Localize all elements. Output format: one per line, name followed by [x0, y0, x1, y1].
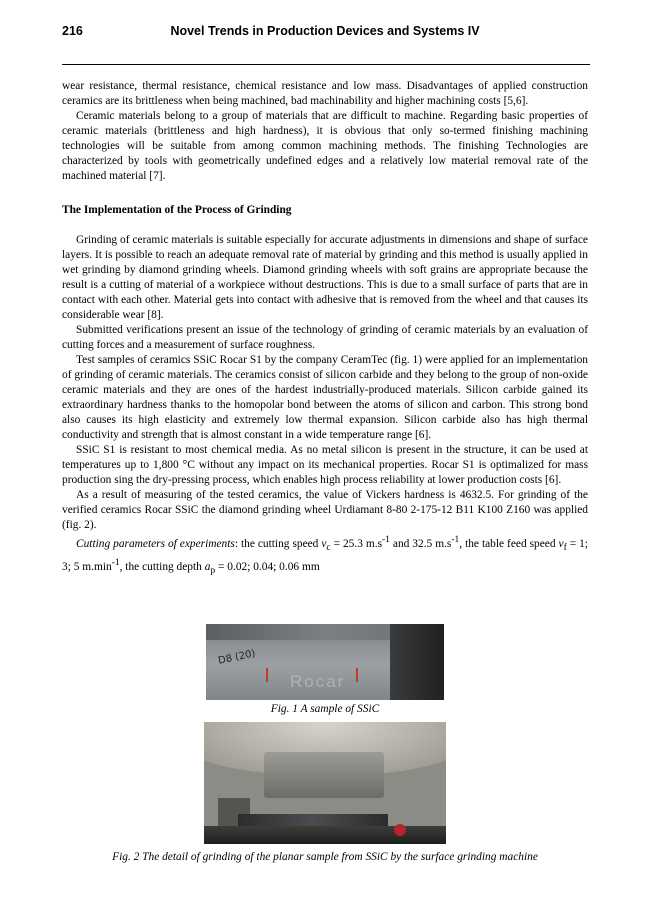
- superscript: -1: [451, 535, 460, 545]
- red-mark: [266, 668, 268, 682]
- superscript: -1: [382, 535, 390, 545]
- paragraph: Ceramic materials belong to a group of materials that are difficult to machine. Regarding basic properties of ceramic materials (brittleness and high hardness), it is obvious that only so-termed finishing machining technologies will be suitable from among common machining methods. The finishing Technologies are characterized by tools with geometrically undefined edges and a relatively low material removal rate of the machined material [7].: [62, 110, 588, 182]
- text-run: , the cutting depth: [119, 560, 205, 573]
- cutting-parameters-label: Cutting parameters of experiments: [76, 537, 235, 550]
- body-text: [62, 79, 588, 579]
- figure-1-caption: Fig. 1 A sample of SSiC: [270, 703, 380, 715]
- text-run: , the table feed speed: [459, 537, 559, 550]
- superscript: -1: [111, 558, 120, 569]
- running-title: Novel Trends in Production Devices and Systems IV: [170, 24, 480, 38]
- engraved-logo: Rocar: [290, 672, 346, 691]
- symbol-v: v: [321, 537, 327, 550]
- page-header: [62, 24, 588, 42]
- sample-dark-end: [390, 624, 444, 700]
- paragraph: As a result of measuring of the tested ceramics, the value of Vickers hardness is 4632.5. For grinding of the verified ceramics Rocar SSiC the diamond grinding wheel Urdiamant 8-80 2-175-12 B11 K100 Z160 was applied (fig. 2).: [62, 489, 588, 531]
- subscript: f: [563, 543, 567, 554]
- text-run: and 32.5 m.s: [389, 537, 452, 550]
- red-mark: [356, 668, 358, 682]
- header-rule: [62, 64, 590, 65]
- symbol-a: a: [204, 560, 211, 573]
- paragraph: Test samples of ceramics SSiC Rocar S1 by the company CeramTec (fig. 1) were applied for an implementation of grinding of ceramic materials. The ceramics consist of silicon carbide and they belong to the group of non-oxide ceramic materials and they are ones of the hardest industrially-produced materials. Silicon carbide gained its extraordinary hardness thanks to the homopolar bond between the atoms of silicon and carbon. This strong bond also causes its high elasticity and extremely low thermal expansion. Silicon carbide also has high thermal conductivity and strength that is almost constant in a wide temperature range [6].: [62, 354, 588, 441]
- red-fixture: [394, 824, 406, 836]
- page-number: 216: [62, 24, 83, 38]
- wheel-guard: [264, 752, 384, 798]
- text-run: : the cutting speed: [234, 537, 322, 550]
- text-run: = 0.02; 0.04; 0.06 mm: [215, 560, 320, 573]
- text-run: = 25.3 m.s: [330, 537, 383, 550]
- paragraph: wear resistance, thermal resistance, chemical resistance and low mass. Disadvantages of applied construction ceramics are its brittleness when being machined, bad machinability and higher machining costs [5,6].: [62, 80, 588, 107]
- paragraph-cutting-parameters: [62, 533, 588, 579]
- section-heading: The Implementation of the Process of Grinding: [62, 204, 292, 216]
- subscript: p: [210, 566, 216, 577]
- subscript: c: [326, 543, 331, 554]
- figure-2-grinding-photo: [204, 722, 446, 844]
- figure-2-caption: Fig. 2 The detail of grinding of the planar sample from SSiC by the surface grinding machine: [112, 851, 538, 863]
- machine-table: [204, 826, 446, 844]
- symbol-v: v: [558, 537, 564, 550]
- paragraph: Submitted verifications present an issue of the technology of grinding of ceramic materials by an evaluation of cutting forces and a measurement of surface roughness.: [62, 324, 588, 351]
- text-run: = 1; 3; 5 m.min: [62, 537, 588, 573]
- paragraph: SSiC S1 is resistant to most chemical media. As no metal silicon is present in the structure, it can be used at temperatures up to 1,800 °C without any impact on its mechanical properties. Rocar S1 is optimalized for mass production sing the dry-pressing process, which enables high process reliability at lower production costs [6].: [62, 444, 588, 486]
- figure-1-ssic-sample-photo: [206, 624, 444, 700]
- handwritten-label: D8 (20): [217, 648, 257, 667]
- paragraph: Grinding of ceramic materials is suitable especially for accurate adjustments in dimensions and shape of surface layers. It is possible to reach an adequate removal rate of material by grinding and this method is usually applied in wet grinding by diamond grinding wheels. Diamond grinding wheels with soft grains are appropriate because the result is a cutting of material of a workpiece without destructions. This is due to a small surface of parts that are in contact with each other. Material gets into contact with adhesive that is removed from the wheel and that causes its considerable wear [8].: [62, 234, 588, 321]
